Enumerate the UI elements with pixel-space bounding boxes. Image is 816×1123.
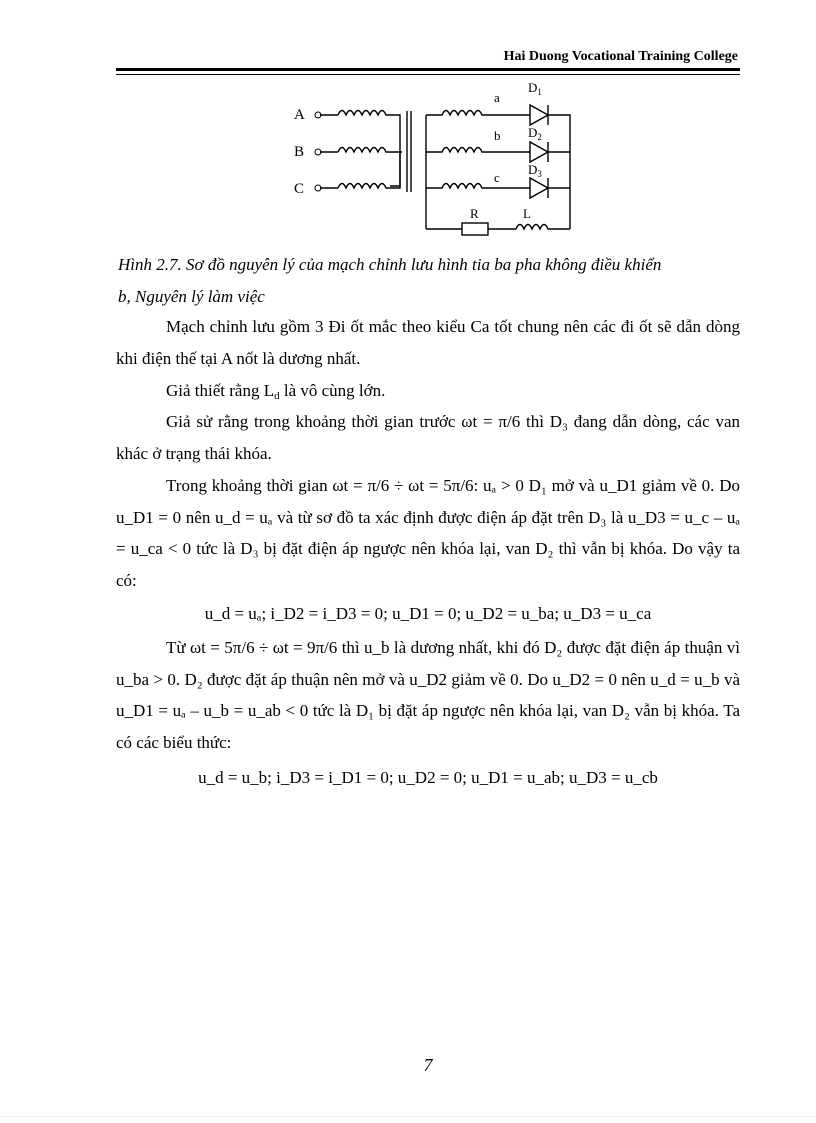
phase-label-c: c [494,170,500,185]
equation-1: u_d = uₐ; i_D2 = i_D3 = 0; u_D1 = 0; u_D2 = u_ba; u_D3 = u_ca [204,604,652,623]
page-number: 7 [423,1055,433,1075]
header-title: Hai Duong Vocational Training College [503,49,738,64]
svg-text:D1 [528,80,542,97]
svg-text:D3 [528,162,542,179]
inductor-label: L [523,206,531,221]
paragraph-3: Giả sử rằng trong khoảng thời gian trước ωt = π/6 thì D₃ đang dẫn dòng, các van khác ở trạng thái khóa. [116,412,740,463]
diode-sub-2: 2 [537,132,542,142]
diode-label-d2: D [528,125,538,140]
phase-label-b: b [494,128,501,143]
caption-line-2: b, Nguyên lý làm việc [118,287,265,306]
paragraph-5: Từ ωt = 5π/6 ÷ ωt = 9π/6 thì u_b là dương nhất, khi đó D₂ được đặt điện áp thuận vì u_ba > 0. D₂ được đặt áp thuận nên mở và u_D2 giảm về 0. Do u_D2 = 0 nên u_d = u_b và u_D1 = uₐ – u_b = u_ab < 0 tức là D₁ bị đặt áp ngược nên khóa lại, van D₂ vẫn bị khóa. Ta có các biểu thức: [116,638,740,752]
figure-caption [118,249,743,313]
paragraph-4: Trong khoảng thời gian ωt = π/6 ÷ ωt = 5π/6: uₐ > 0 D₁ mở và u_D1 giảm về 0. Do u_D1 = 0 nên u_d = uₐ và từ sơ đồ ta xác định được điện áp đặt trên D₃ là u_D3 = u_c – uₐ = u_ca < 0 tức là D₃ bị đặt điện áp ngược nên khóa lại, van D₂ thì vẫn bị khóa. Do vậy ta có: [116,476,740,590]
header-rule-thick [116,68,740,71]
equation-2: u_d = u_b; i_D3 = i_D1 = 0; u_D2 = 0; u_D1 = u_ab; u_D3 = u_cb [198,768,658,787]
input-label-c: C [294,181,305,197]
caption-line-1: Hình 2.7. Sơ đồ nguyên lý của mạch chỉnh lưu hình tia ba pha không điều khiển [118,255,662,274]
diode-sub-1: 1 [537,87,542,97]
rectifier-circuit-diagram [280,78,580,238]
header-rule-thin [116,74,740,75]
diode-label-d3: D [528,162,538,177]
input-label-a: A [294,107,305,123]
footer-divider [0,1116,816,1117]
svg-text:D2 [528,125,542,142]
resistor-label: R [470,206,479,221]
input-label-b: B [294,144,305,160]
paragraph-1: Mạch chỉnh lưu gồm 3 Đi ốt mắc theo kiểu Ca tốt chung nên các đi ốt sẽ dẫn dòng khi điện thế tại A nốt là dương nhất. [116,317,740,368]
diode-sub-3: 3 [537,169,542,179]
phase-label-a: a [494,90,500,105]
paragraph-2: Giả thiết rằng $L_d$ là vô cùng lớn. [166,381,386,402]
diode-label-d1: D [528,80,538,95]
